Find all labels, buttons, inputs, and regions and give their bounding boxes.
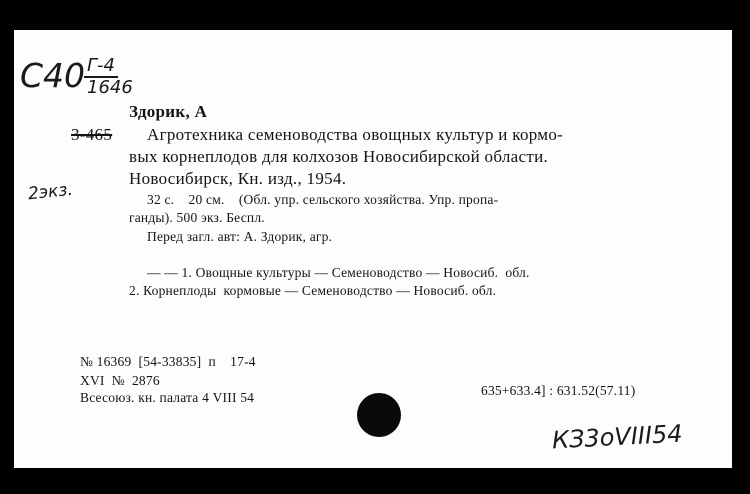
subject-headings-line-2: 2. Корнеплоды кормовые — Семеноводство — Новосиб. обл. [129,283,497,298]
shelf-mark-numerator: Г-4 [84,57,118,78]
author-note: Перед загл. авт: А. Здорик, агр. [147,229,333,244]
shelf-mark-denominator: 1646 [87,77,133,98]
old-number: 3-465 [71,125,113,144]
inventory-handwritten: КЗ3оVIII54 [551,419,684,455]
title-line-2: вых корнеплодов для колхозов Новосибирской области. [129,147,549,166]
shelf-mark-fraction [84,57,136,97]
classification-index: 635+633.4] : 631.52(57.11) [481,383,636,398]
catalog-card [14,30,732,468]
record-line-1: № 16369 [54-33835] п 17-4 [80,354,256,369]
title-line-1: Агротехника семеноводства овощных культур и кормо- [147,125,564,144]
subject-headings-line-1: — — 1. Овощные культуры — Семеноводство — Новосиб. обл. [147,265,530,280]
imprint: Новосибирск, Кн. изд., 1954. [129,169,347,188]
record-line-2: XVI № 2876 [80,373,160,388]
record-line-3: Всесоюз. кн. палата 4 VIII 54 [80,390,255,405]
physical-description-line-1: 32 с. 20 см. (Обл. упр. сельского хозяйства. Упр. пропа- [147,192,499,207]
copies-margin-note: 2экз. [27,179,74,205]
physical-description-line-2: ганды). 500 экз. Беспл. [129,210,265,225]
shelf-mark-main: С40 [20,56,86,95]
author-heading: Здорик, А [129,102,208,121]
punch-hole [357,393,401,437]
